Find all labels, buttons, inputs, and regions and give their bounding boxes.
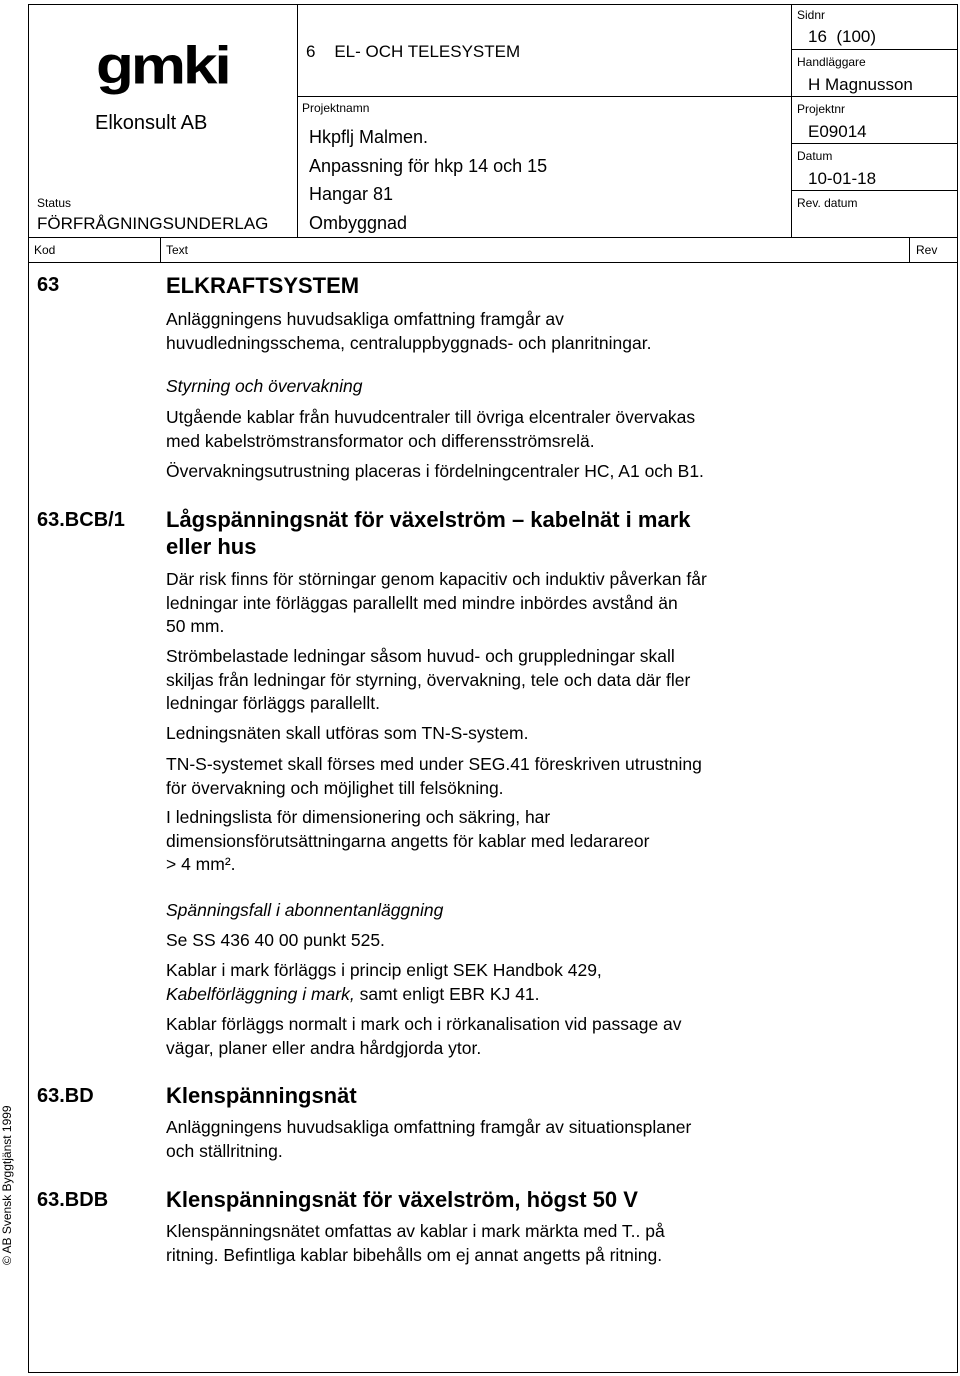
section-title — [166, 506, 691, 560]
projektnamn-line: Hangar 81 — [309, 184, 394, 204]
header-rule-datum — [791, 190, 958, 191]
title-line: Lågspänningsnät för växelström – kabelnät i mark — [166, 507, 691, 532]
projektnr-value: E09014 — [808, 122, 867, 141]
text-line: för övervakning och möjlighet till felsökning. — [166, 777, 504, 798]
text-line: skiljas från ledningar för styrning, övervakning, tele och data där fler — [166, 669, 691, 690]
text-span: samt enligt EBR KJ 41. — [354, 983, 540, 1004]
column-text: Text — [166, 243, 189, 257]
paragraph — [166, 645, 806, 716]
text-line: dimensionsförutsättningarna angetts för kablar med ledarareor — [166, 830, 650, 851]
text-line: och ställritning. — [166, 1140, 283, 1161]
header-divider-1 — [297, 4, 298, 237]
column-divider-rev — [909, 237, 910, 262]
datum-value: 10-01-18 — [808, 169, 877, 188]
projektnamn-line: Hkpflj Malmen. — [309, 127, 429, 147]
logo-gmki: gmki — [96, 36, 229, 96]
paragraph: Övervakningsutrustning placeras i fördelningcentraler HC, A1 och B1. — [166, 461, 704, 481]
column-divider-kod — [160, 237, 161, 262]
handlaggare-value: H Magnusson — [808, 75, 913, 94]
header-rule-handl — [791, 96, 958, 97]
text-line: > 4 mm². — [166, 854, 236, 874]
text-line: med kabelströmstransformator och differensströmsrelä. — [166, 430, 595, 451]
text-line: I ledningslista för dimensionering och säkring, har — [166, 807, 551, 827]
header-divider-2 — [791, 4, 792, 237]
text-line: Kablar förläggs normalt i mark och i rörkanalisation vid passage av — [166, 1014, 682, 1034]
copyright-notice: © AB Svensk Byggtjänst 1999 — [0, 1105, 14, 1265]
column-rev: Rev — [916, 243, 938, 257]
sidnr-value: 16 (100) — [808, 27, 877, 46]
text-line: Där risk finns för störningar genom kapacitiv och induktiv påverkan får — [166, 569, 707, 589]
text-line: Anläggningens huvudsakliga omfattning framgår av situationsplaner — [166, 1117, 692, 1137]
paragraph — [166, 1220, 806, 1267]
header-rule-projnr — [791, 143, 958, 144]
paragraph — [166, 568, 806, 639]
text-line: TN-S-systemet skall förses med under SEG.41 föreskriven utrustning — [166, 754, 702, 774]
paragraph — [166, 406, 806, 453]
chapter-title: 6 EL- OCH TELESYSTEM — [306, 42, 521, 61]
text-line: Klenspänningsnätet omfattas av kablar i mark märkta med T.. på — [166, 1221, 665, 1241]
header-rule-sidnr — [791, 49, 958, 50]
header-rule-title — [297, 96, 791, 97]
section-code: 63.BDB — [37, 1189, 109, 1211]
text-line: Anläggningens huvudsakliga omfattning framgår av — [166, 309, 564, 329]
status-label: Status — [37, 196, 72, 210]
projektnr-label: Projektnr — [797, 102, 846, 116]
section-code: 63.BCB/1 — [37, 509, 125, 531]
projektnamn-value — [309, 123, 547, 237]
text-line: ledningar förläggs parallellt. — [166, 693, 381, 713]
revdatum-label: Rev. datum — [797, 196, 858, 210]
column-kod: Kod — [34, 243, 56, 257]
paragraph: Ledningsnäten skall utföras som TN-S-system. — [166, 723, 529, 743]
text-line: Utgående kablar från huvudcentraler till övriga elcentraler övervakas — [166, 407, 696, 427]
column-header-rule — [28, 262, 958, 263]
paragraph — [166, 753, 806, 800]
text-line: ritning. Befintliga kablar bibehålls om ej annat angetts på ritning. — [166, 1244, 663, 1265]
section-code: 63 — [37, 274, 60, 296]
projektnamn-line: Ombyggnad — [309, 212, 408, 233]
datum-label: Datum — [797, 149, 833, 163]
status-value: FÖRFRÅGNINGSUNDERLAG — [37, 214, 269, 233]
section-title: ELKRAFTSYSTEM — [166, 273, 360, 298]
projektnamn-line: Anpassning för hkp 14 och 15 — [309, 155, 548, 176]
sidnr-label: Sidnr — [797, 8, 826, 22]
handlaggare-label: Handläggare — [797, 55, 866, 69]
text-line — [166, 983, 806, 1007]
paragraph — [166, 806, 806, 877]
section-title: Klenspänningsnät för växelström, högst 50 V — [166, 1187, 638, 1212]
subsection-title: Spänningsfall i abonnentanläggning — [166, 900, 444, 920]
paragraph — [166, 1116, 806, 1163]
projektnamn-label: Projektnamn — [302, 101, 370, 115]
header-rule-bottom — [28, 237, 958, 238]
text-line: Strömbelastade ledningar såsom huvud- och gruppledningar skall — [166, 646, 675, 666]
company-name: Elkonsult AB — [95, 112, 208, 134]
text-line: vägar, planer eller andra hårdgjorda ytor. — [166, 1037, 482, 1058]
title-line: eller hus — [166, 534, 257, 559]
section-code: 63.BD — [37, 1085, 94, 1107]
text-line: huvudledningsschema, centraluppbyggnads- och planritningar. — [166, 332, 652, 353]
italic-reference: Kabelförläggning i mark, — [166, 983, 355, 1004]
text-line: ledningar inte förläggas parallellt med mindre inbördes avstånd än — [166, 592, 678, 613]
text-line: 50 mm. — [166, 616, 225, 636]
subsection-title: Styrning och övervakning — [166, 376, 363, 396]
paragraph — [166, 959, 806, 1006]
text-line: Kablar i mark förläggs i princip enligt SEK Handbok 429, — [166, 960, 602, 980]
section-intro — [166, 308, 806, 355]
paragraph — [166, 1013, 806, 1060]
section-title: Klenspänningsnät — [166, 1083, 357, 1108]
paragraph: Se SS 436 40 00 punkt 525. — [166, 930, 385, 950]
